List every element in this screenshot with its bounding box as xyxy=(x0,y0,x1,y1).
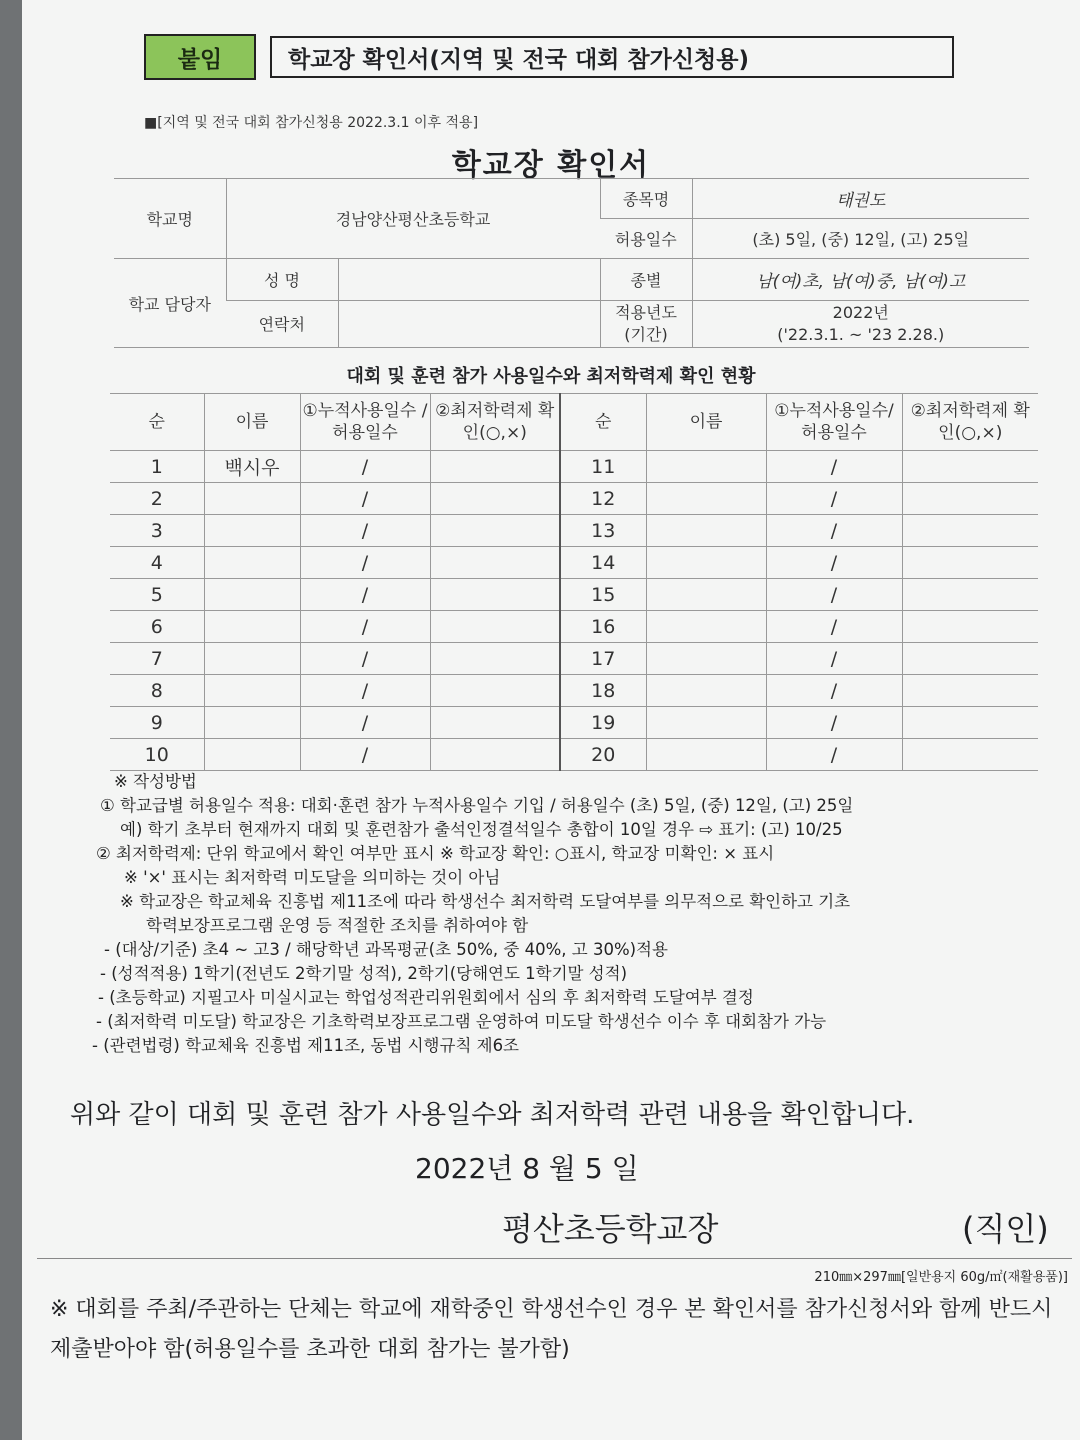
cell-check[interactable] xyxy=(902,579,1038,611)
name-label: 성 명 xyxy=(226,259,338,301)
guide-line: - (대상/기준) 초4 ~ 고3 / 해당학년 과목평균(초 50%, 중 40%, 고 30%)적용 xyxy=(104,940,668,959)
cell-no: 16 xyxy=(560,611,646,643)
cell-no: 6 xyxy=(110,611,204,643)
cell-check[interactable] xyxy=(430,707,560,739)
cell-check[interactable] xyxy=(430,515,560,547)
guide-line: 예) 학기 초부터 현재까지 대회 및 훈련참가 출석인정결석일수 총합이 10일 경우 ⇨ 표기: (고) 10/25 xyxy=(120,820,843,839)
cell-check[interactable] xyxy=(430,739,560,771)
guide-line: - (관련법령) 학교체육 진흥법 제11조, 동법 시행규칙 제6조 xyxy=(92,1036,519,1055)
cell-days: / xyxy=(766,579,902,611)
col-header-no-2: 순 xyxy=(560,394,646,451)
cell-name[interactable]: 백시우 xyxy=(204,451,300,483)
cell-no: 17 xyxy=(560,643,646,675)
cell-no: 13 xyxy=(560,515,646,547)
form-note: ■[지역 및 전국 대회 참가신청용 2022.3.1 이후 적용] xyxy=(144,115,479,131)
cell-name[interactable] xyxy=(204,643,300,675)
confirm-statement: 위와 같이 대회 및 훈련 참가 사용일수와 최저학력 관련 내용을 확인합니다. xyxy=(70,1100,915,1130)
manager-label: 학교 담당자 xyxy=(114,259,226,348)
col-header-name: 이름 xyxy=(204,394,300,451)
guide-line: ② 최저학력제: 단위 학교에서 확인 여부만 표시 ※ 학교장 확인: ○표시, 학교장 미확인: × 표시 xyxy=(96,844,775,863)
contact-label: 연락처 xyxy=(226,300,338,347)
table-row xyxy=(110,483,1038,515)
document-title: 학교장 확인서 xyxy=(451,148,651,183)
school-info-table xyxy=(114,178,1029,348)
cell-no: 2 xyxy=(110,483,204,515)
cell-days: / xyxy=(766,547,902,579)
cell-check[interactable] xyxy=(902,643,1038,675)
table-row xyxy=(110,643,1038,675)
cell-days: / xyxy=(300,451,430,483)
section-title: 대회 및 훈련 참가 사용일수와 최저학력제 확인 현황 xyxy=(346,366,756,387)
issue-date: 2022년 8 월 5 일 xyxy=(415,1152,639,1185)
cell-check[interactable] xyxy=(430,643,560,675)
cell-days: / xyxy=(300,547,430,579)
cell-name[interactable] xyxy=(204,515,300,547)
sport-label: 종목명 xyxy=(600,179,692,219)
gender-label: 종별 xyxy=(600,259,692,301)
year-period: ('22.3.1. ~ '23 2.28.) xyxy=(777,324,945,344)
cell-days: / xyxy=(300,739,430,771)
cell-days: / xyxy=(300,643,430,675)
gender-value: 남(여)초, 남(여)중, 남(여)고 xyxy=(692,259,1029,301)
cell-days: / xyxy=(766,707,902,739)
cell-name[interactable] xyxy=(646,579,766,611)
cell-name[interactable] xyxy=(646,451,766,483)
cell-no: 9 xyxy=(110,707,204,739)
year-label: 적용년도 (기간) xyxy=(600,300,692,347)
cell-days: / xyxy=(766,643,902,675)
cell-no: 19 xyxy=(560,707,646,739)
cell-no: 15 xyxy=(560,579,646,611)
cell-days: / xyxy=(766,515,902,547)
cell-no: 12 xyxy=(560,483,646,515)
cell-days: / xyxy=(300,579,430,611)
roster-body xyxy=(110,451,1038,771)
cell-check[interactable] xyxy=(430,547,560,579)
guide-line: - (최저학력 미도달) 학교장은 기초학력보장프로그램 운영하여 미도달 학생선수 이수 후 대회참가 가능 xyxy=(96,1012,827,1031)
col-header-days-2: ①누적사용일수/ 허용일수 xyxy=(766,394,902,451)
cell-no: 1 xyxy=(110,451,204,483)
days-value: (초) 5일, (중) 12일, (고) 25일 xyxy=(692,219,1029,259)
guide-heading: ※ 작성방법 xyxy=(114,772,197,791)
col-header-name-2: 이름 xyxy=(646,394,766,451)
guide-line: ① 학교급별 허용일수 적용: 대회·훈련 참가 누적사용일수 기입 / 허용일수 (초) 5일, (중) 12일, (고) 25일 xyxy=(100,796,854,815)
cell-no: 18 xyxy=(560,675,646,707)
paper-spec: 210㎜×297㎜[일반용지 60g/㎡(재활용품)] xyxy=(814,1270,1068,1285)
table-row xyxy=(110,579,1038,611)
cell-days: / xyxy=(300,611,430,643)
cell-name[interactable] xyxy=(204,739,300,771)
cell-name[interactable] xyxy=(646,739,766,771)
school-label: 학교명 xyxy=(114,179,226,259)
table-row xyxy=(110,675,1038,707)
cell-no: 20 xyxy=(560,739,646,771)
cell-name[interactable] xyxy=(204,707,300,739)
cell-name[interactable] xyxy=(204,579,300,611)
cell-days: / xyxy=(766,483,902,515)
cell-check[interactable] xyxy=(430,483,560,515)
cell-check[interactable] xyxy=(430,451,560,483)
cell-name[interactable] xyxy=(204,611,300,643)
cell-no: 8 xyxy=(110,675,204,707)
principal-signature: 평산초등학교장 xyxy=(502,1210,719,1248)
roster-table xyxy=(110,393,1038,771)
cell-check[interactable] xyxy=(430,611,560,643)
cell-check[interactable] xyxy=(902,451,1038,483)
divider xyxy=(37,1258,1072,1259)
cell-no: 5 xyxy=(110,579,204,611)
table-row xyxy=(110,739,1038,771)
col-header-no: 순 xyxy=(110,394,204,451)
col-header-check: ②최저학력제 확인(○,×) xyxy=(430,394,560,451)
cell-check[interactable] xyxy=(902,739,1038,771)
cell-name[interactable] xyxy=(204,675,300,707)
cell-check[interactable] xyxy=(902,611,1038,643)
cell-no: 10 xyxy=(110,739,204,771)
cell-name[interactable] xyxy=(646,483,766,515)
cell-days: / xyxy=(300,483,430,515)
header xyxy=(144,34,954,80)
table-row xyxy=(110,611,1038,643)
cell-name[interactable] xyxy=(646,515,766,547)
contact-value[interactable] xyxy=(338,300,600,347)
cell-no: 7 xyxy=(110,643,204,675)
header-title: 학교장 확인서(지역 및 전국 대회 참가신청용) xyxy=(270,36,954,78)
guide-line: ※ 학교장은 학교체육 진흥법 제11조에 따라 학생선수 최저학력 도달여부를 의무적으로 확인하고 기초 xyxy=(120,892,851,911)
cell-check[interactable] xyxy=(430,579,560,611)
writing-guide xyxy=(80,770,1070,1058)
cell-check[interactable] xyxy=(902,675,1038,707)
cell-name[interactable] xyxy=(646,707,766,739)
cell-days: / xyxy=(766,451,902,483)
cell-check[interactable] xyxy=(430,675,560,707)
cell-check[interactable] xyxy=(902,547,1038,579)
cell-name[interactable] xyxy=(646,675,766,707)
footer-note: ※ 대회를 주최/주관하는 단체는 학교에 재학중인 학생선수인 경우 본 확인서를 참가신청서와 함께 반드시 제출받아야 함(허용일수를 초과한 대회 참가는 불가함) xyxy=(50,1297,1053,1362)
table-row xyxy=(110,547,1038,579)
cell-no: 14 xyxy=(560,547,646,579)
cell-days: / xyxy=(300,707,430,739)
cell-days: / xyxy=(300,675,430,707)
cell-name[interactable] xyxy=(204,483,300,515)
cell-days: / xyxy=(300,515,430,547)
cell-check[interactable] xyxy=(902,515,1038,547)
name-value[interactable] xyxy=(338,259,600,301)
document-sheet xyxy=(22,0,1080,1440)
table-row xyxy=(110,515,1038,547)
col-header-check-2: ②최저학력제 확인(○,×) xyxy=(902,394,1038,451)
cell-days: / xyxy=(766,675,902,707)
cell-name[interactable] xyxy=(646,611,766,643)
table-row xyxy=(110,707,1038,739)
cell-days: / xyxy=(766,611,902,643)
cell-days: / xyxy=(766,739,902,771)
guide-line: 학력보장프로그램 운영 등 적절한 조치를 취하여야 함 xyxy=(146,916,529,935)
cell-check[interactable] xyxy=(902,707,1038,739)
sport-value: 태권도 xyxy=(692,179,1029,219)
table-row xyxy=(110,451,1038,483)
year-value: 2022년 xyxy=(832,302,889,322)
attachment-badge: 붙임 xyxy=(144,34,256,80)
cell-name[interactable] xyxy=(646,547,766,579)
guide-line: ※ '×' 표시는 최저학력 미도달을 의미하는 것이 아님 xyxy=(124,868,501,887)
official-seal: (직인) xyxy=(962,1210,1049,1248)
days-label: 허용일수 xyxy=(600,219,692,259)
guide-line: - (성적적용) 1학기(전년도 2학기말 성적), 2학기(당해연도 1학기말 성적) xyxy=(100,964,628,983)
school-name: 경남양산평산초등학교 xyxy=(226,179,600,259)
year-cell xyxy=(692,300,1029,347)
cell-check[interactable] xyxy=(902,483,1038,515)
cell-no: 3 xyxy=(110,515,204,547)
cell-no: 11 xyxy=(560,451,646,483)
cell-name[interactable] xyxy=(204,547,300,579)
col-header-days: ①누적사용일수 /허용일수 xyxy=(300,394,430,451)
cell-name[interactable] xyxy=(646,643,766,675)
guide-line: - (초등학교) 지필고사 미실시교는 학업성적관리위원회에서 심의 후 최저학력 도달여부 결정 xyxy=(98,988,754,1007)
cell-no: 4 xyxy=(110,547,204,579)
